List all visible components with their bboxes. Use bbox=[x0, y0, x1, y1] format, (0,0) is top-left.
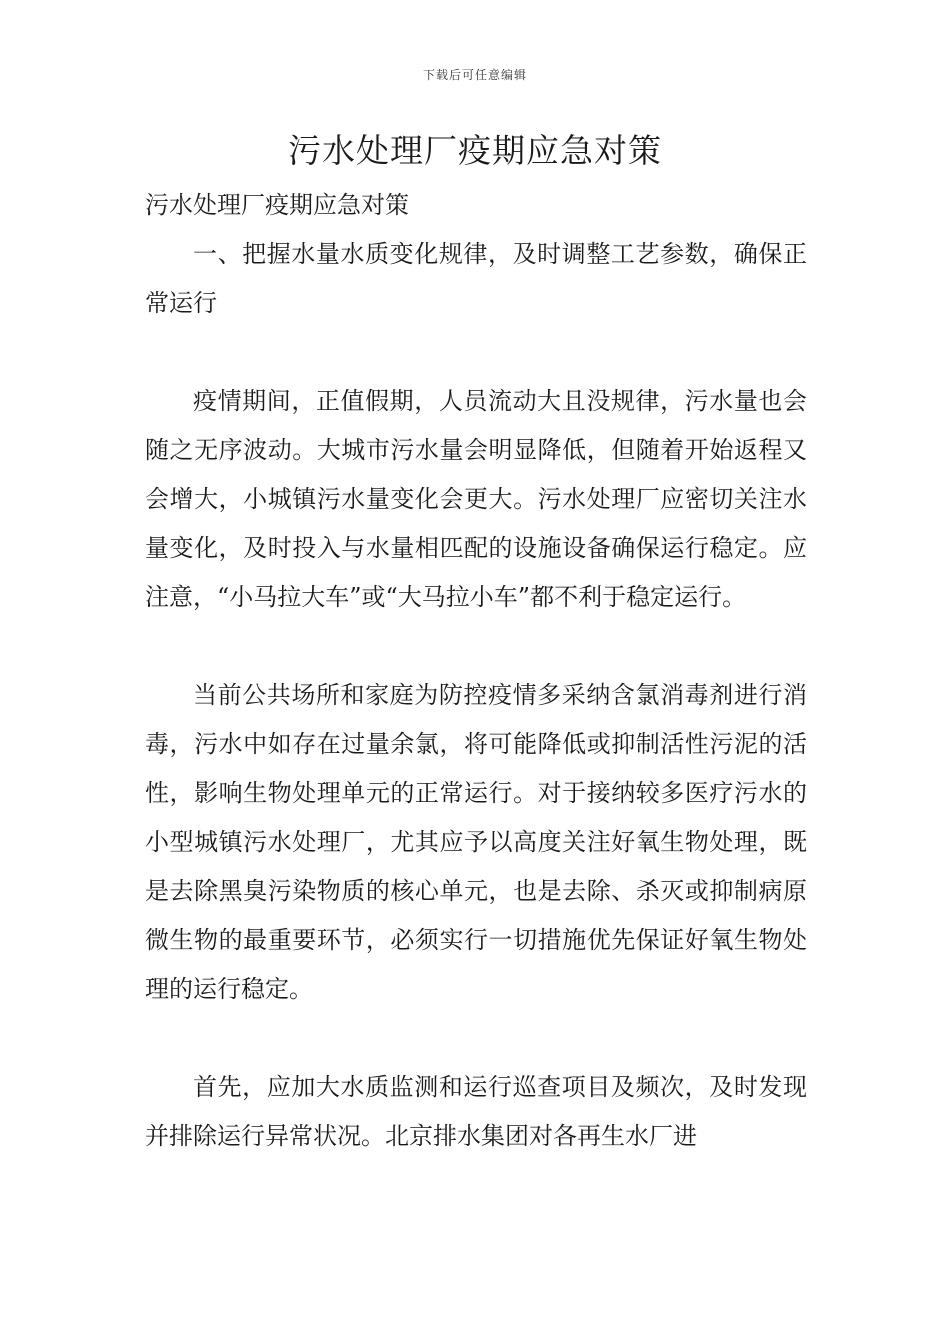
section-heading: 一、把握水量水质变化规律，及时调整工艺参数，确保正常运行 bbox=[145, 240, 807, 317]
paragraph-gap bbox=[145, 328, 807, 377]
paragraph: 首先，应加大水质监测和运行巡查项目及频次，及时发现并排除运行异常状况。北京排水集团对各再生水厂进 bbox=[145, 1073, 807, 1150]
header-note: 下载后可任意编辑 bbox=[422, 68, 527, 82]
document-title: 污水处理厂疫期应急对策 bbox=[288, 131, 662, 170]
paragraph-gap bbox=[145, 1014, 807, 1063]
document-body bbox=[145, 181, 807, 1161]
paragraph: 疫情期间，正值假期，人员流动大且没规律，污水量也会随之无序波动。大城市污水量会明显降低，但随着开始返程又会增大，小城镇污水量变化会更大。污水处理厂应密切关注水量变化，及时投入与水量相匹配的设施设备确保运行稳定。应注意，“小马拉大车”或“大马拉小车”都不利于稳定运行。 bbox=[145, 387, 807, 611]
paragraph: 当前公共场所和家庭为防控疫情多采纳含氯消毒剂进行消毒，污水中如存在过量余氯，将可能降低或抑制活性污泥的活性，影响生物处理单元的正常运行。对于接纳较多医疗污水的小型城镇污水处理厂，尤其应予以高度关注好氧生物处理，既是去除黑臭污染物质的核心单元，也是去除、杀灭或抑制病原微生物的最重要环节，必须实行一切措施优先保证好氧生物处理的运行稳定。 bbox=[145, 681, 807, 1003]
paragraph-gap bbox=[145, 622, 807, 671]
document-subtitle: 污水处理厂疫期应急对策 bbox=[145, 191, 409, 219]
